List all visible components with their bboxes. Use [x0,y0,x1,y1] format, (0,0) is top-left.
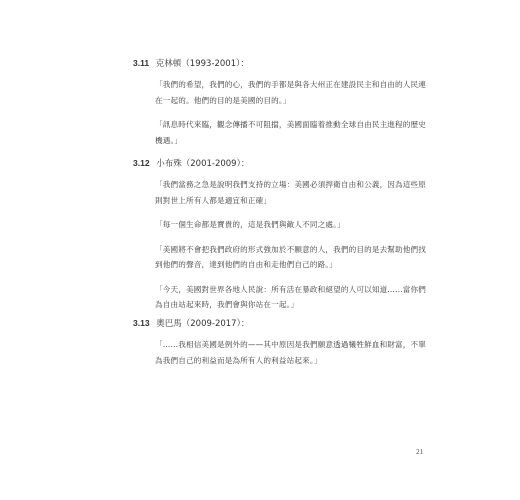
section-3-13 [133,317,433,368]
quote-paragraph: 「我們的希望，我們的心，我們的手都是與各大州正在建設民主和自由的人民連在一起的。他們的目的是美國的目的。」 [155,80,427,105]
section-number: 3.11 [133,58,150,68]
section-title: 克林頓（1993-2001）： [155,59,249,69]
quote-paragraph: 「訊息時代來臨，觀念傳播不可阻擋，美國面臨着推動全球自由民主進程的歷史機遇。」 [155,120,427,145]
page-number: 21 [416,447,424,456]
quote-list [155,177,433,313]
section-number: 3.13 [133,318,150,328]
section-heading [133,317,433,330]
section-heading [133,57,433,70]
section-number: 3.12 [133,158,150,168]
quote-list [155,77,433,148]
quote-paragraph: 「每一個生命都是寶貴的，這是我們與敵人不同之處。」 [155,220,345,229]
section-3-11 [133,57,433,148]
section-title: 奧巴馬（2009-2017）： [156,319,250,329]
quote-list [155,337,433,368]
quote-paragraph: 「今天，美國對世界各地人民說：所有活在暴政和絕望的人可以知道……當你們為自由站起來時，我們會與你站在一起。」 [155,284,427,309]
quote-paragraph: 「我們當務之急是說明我們支持的立場：美國必須捍衛自由和公義，因為這些原則對世上所有人都是適宜和正確」 [155,180,427,205]
quote-paragraph: 「……我相信美國是例外的——其中原因是我們願意透過犧牲鮮血和財富，不單為我們自己的利益而是為所有人的利益站起來。」 [155,340,427,365]
section-title: 小布殊（2001-2009）： [156,159,250,169]
quote-paragraph: 「美國將不會把我們政府的形式強加於不願意的人，我們的目的是去幫助他們找到他們的聲音，達到他們的自由和走他們自己的路。」 [155,244,427,269]
section-heading [133,157,433,170]
section-3-12 [133,157,433,313]
